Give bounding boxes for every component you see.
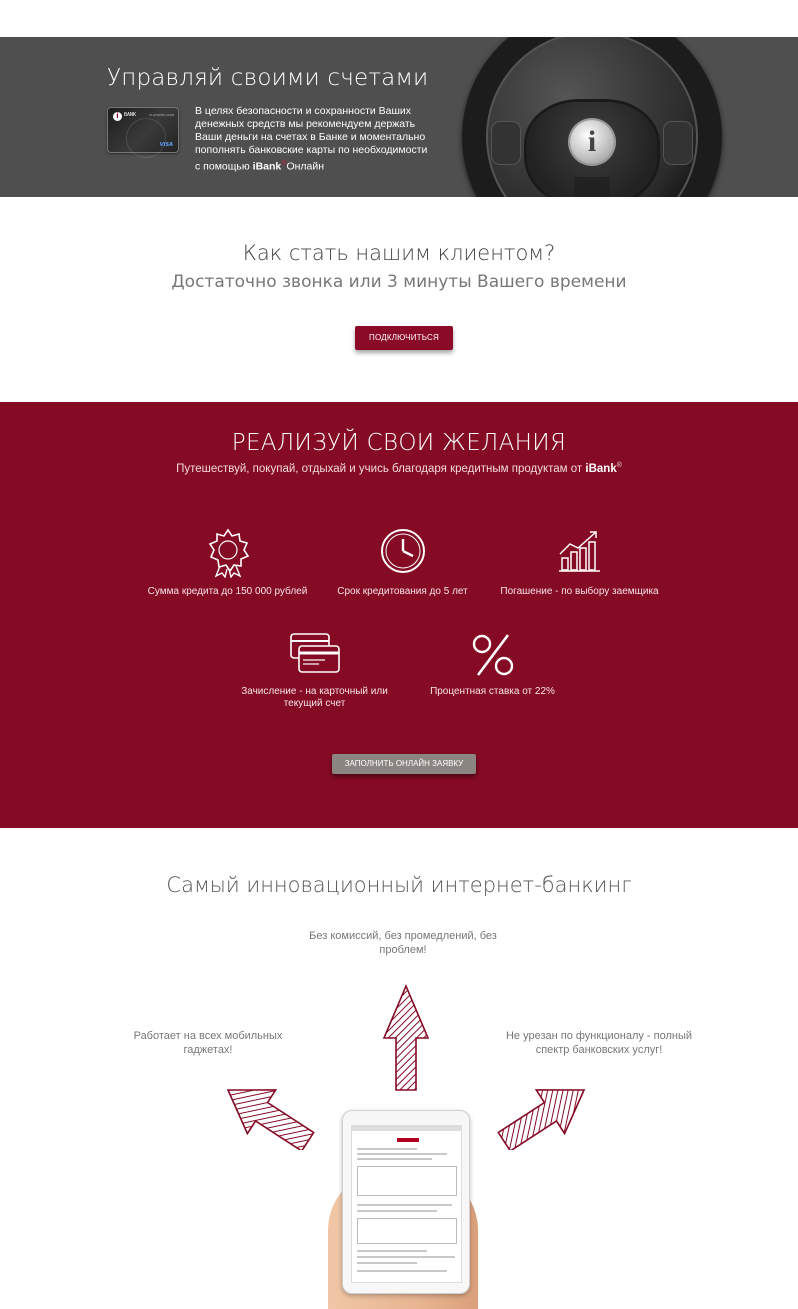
arrow-right-icon (490, 1068, 598, 1150)
credit-cards-icon (289, 632, 341, 674)
feature-credit-amount: Сумма кредита до 150 000 рублей (145, 528, 310, 598)
join-title: Как стать нашим клиентом? (242, 241, 556, 265)
credit-title: РЕАЛИЗУЙ СВОИ ЖЕЛАНИЯ (231, 430, 567, 456)
growth-chart-icon (558, 528, 602, 574)
bank-card-image: i BANK PLATINUM CARD VISA (107, 107, 179, 153)
arrow-up-icon (384, 986, 428, 1090)
visa-logo: VISA (159, 142, 173, 148)
tablet-device (342, 1110, 470, 1294)
award-badge-icon (206, 528, 250, 578)
arrow-left-icon (214, 1068, 322, 1150)
join-subtitle: Достаточно звонка или 3 минуты Вашего времени (171, 272, 627, 292)
note-no-fees: Без комиссий, без промедлений, без проблем! (309, 930, 497, 956)
connect-button[interactable]: ПОДКЛЮЧИТЬСЯ (355, 326, 453, 350)
steering-wheel-image (462, 37, 722, 197)
hero-title: Управляй своими счетами (107, 65, 429, 91)
apply-online-button[interactable]: ЗАПОЛНИТЬ ОНЛАЙН ЗАЯВКУ (332, 754, 476, 774)
percent-icon (470, 632, 516, 678)
note-full-features: Не урезан по функционалу - полный спектр банковских услуг! (505, 1030, 693, 1056)
tablet-in-hand-image (320, 1100, 490, 1309)
clock-icon (380, 528, 426, 574)
feature-repayment: Погашение - по выбору заемщика (497, 528, 662, 598)
hero-banner (0, 37, 798, 197)
hero-description: В целях безопасности и сохранности Ваших денежных средств мы рекомендуем держать Ваши деньги на счетах в Банке и моментально пополнять банковские карты по необходимости с помощью iBank®Онлайн (195, 105, 428, 173)
feature-crediting: Зачисление - на карточный или текущий счет (232, 632, 397, 710)
banking-title: Самый инновационный интернет-банкинг (166, 873, 632, 897)
feature-credit-term: Срок кредитования до 5 лет (325, 528, 480, 598)
brand-name: iBank (252, 160, 282, 173)
tablet-screen (351, 1125, 462, 1283)
feature-rate: Процентная ставка от 22% (420, 632, 565, 698)
card-logo-icon: i (113, 112, 122, 121)
note-mobile: Работает на всех мобильных гаджетах! (133, 1030, 283, 1056)
credit-section (0, 402, 798, 828)
credit-subtitle: Путешествуй, покупай, отдыхай и учись благодаря кредитным продуктам от iBank® (176, 462, 622, 475)
ibank-logo-badge: i (570, 120, 614, 164)
